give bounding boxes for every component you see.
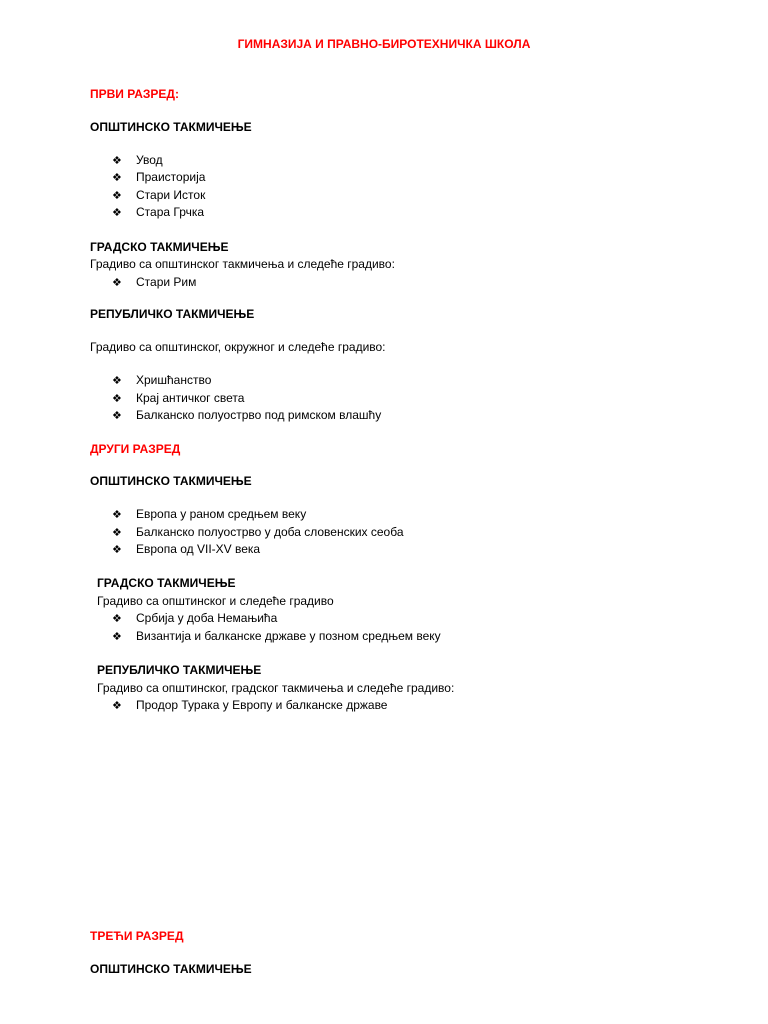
second-grade-city-heading: ГРАДСКО ТАКМИЧЕЊЕ [97, 576, 236, 590]
diamond-bullet-icon: ❖ [112, 527, 122, 539]
list-item [112, 698, 387, 713]
list-item [112, 373, 211, 388]
diamond-bullet-icon: ❖ [112, 410, 122, 422]
list-item-label: Стари Рим [136, 275, 197, 289]
diamond-bullet-icon: ❖ [112, 509, 122, 521]
second-grade-heading: ДРУГИ РАЗРЕД [90, 442, 181, 456]
diamond-bullet-icon: ❖ [112, 207, 122, 219]
document-title: ГИМНАЗИЈА И ПРАВНО-БИРОТЕХНИЧКА ШКОЛА [237, 37, 531, 51]
list-item-label: Балканско полуострво у доба словенских сеоба [136, 525, 404, 539]
second-grade-city-intro: Градиво са општинског и следеће градиво [97, 594, 334, 608]
list-item [112, 525, 404, 540]
list-item [112, 542, 260, 557]
list-item [112, 170, 205, 185]
diamond-bullet-icon: ❖ [112, 172, 122, 184]
diamond-bullet-icon: ❖ [112, 155, 122, 167]
list-item [112, 205, 204, 220]
second-grade-republic-heading: РЕПУБЛИЧКО ТАКМИЧЕЊЕ [97, 663, 262, 677]
list-item [112, 611, 277, 626]
diamond-bullet-icon: ❖ [112, 700, 122, 712]
third-grade-municipal-heading: ОПШТИНСКО ТАКМИЧЕЊЕ [90, 962, 252, 976]
list-item-label: Европа у раном средњем веку [136, 507, 307, 521]
diamond-bullet-icon: ❖ [112, 544, 122, 556]
list-item [112, 153, 163, 168]
diamond-bullet-icon: ❖ [112, 375, 122, 387]
list-item-label: Продор Турака у Европу и балканске државе [136, 698, 388, 712]
list-item [112, 275, 196, 290]
first-grade-city-intro: Градиво са општинског такмичења и следеће градиво: [90, 257, 395, 271]
list-item-label: Хришћанство [136, 373, 212, 387]
third-grade-heading: ТРЕЋИ РАЗРЕД [90, 929, 184, 943]
first-grade-heading: ПРВИ РАЗРЕД: [90, 87, 179, 101]
list-item [112, 188, 205, 203]
first-grade-municipal-heading: ОПШТИНСКО ТАКМИЧЕЊЕ [90, 120, 252, 134]
first-grade-city-heading: ГРАДСКО ТАКМИЧЕЊЕ [90, 240, 229, 254]
list-item-label: Србија у доба Немањића [136, 611, 278, 625]
diamond-bullet-icon: ❖ [112, 277, 122, 289]
diamond-bullet-icon: ❖ [112, 613, 122, 625]
list-item [112, 408, 381, 423]
list-item-label: Балканско полуострво под римском влашћу [136, 408, 382, 422]
list-item-label: Крај античког света [136, 391, 245, 405]
diamond-bullet-icon: ❖ [112, 190, 122, 202]
diamond-bullet-icon: ❖ [112, 393, 122, 405]
diamond-bullet-icon: ❖ [112, 631, 122, 643]
second-grade-republic-intro: Градиво са општинског, градског такмичења и следеће градиво: [97, 681, 455, 695]
list-item-label: Византија и балканске државе у позном средњем веку [136, 629, 441, 643]
list-item [112, 391, 244, 406]
first-grade-republic-intro: Градиво са општинског, окружног и следеће градиво: [90, 340, 386, 354]
first-grade-republic-heading: РЕПУБЛИЧКО ТАКМИЧЕЊЕ [90, 307, 255, 321]
list-item-label: Стара Грчка [136, 205, 205, 219]
list-item-label: Стари Исток [136, 188, 206, 202]
list-item-label: Праисторија [136, 170, 206, 184]
list-item [112, 507, 306, 522]
list-item-label: Увод [136, 153, 163, 167]
second-grade-municipal-heading: ОПШТИНСКО ТАКМИЧЕЊЕ [90, 474, 252, 488]
list-item [112, 629, 441, 644]
list-item-label: Европа од VII-XV века [136, 542, 261, 556]
